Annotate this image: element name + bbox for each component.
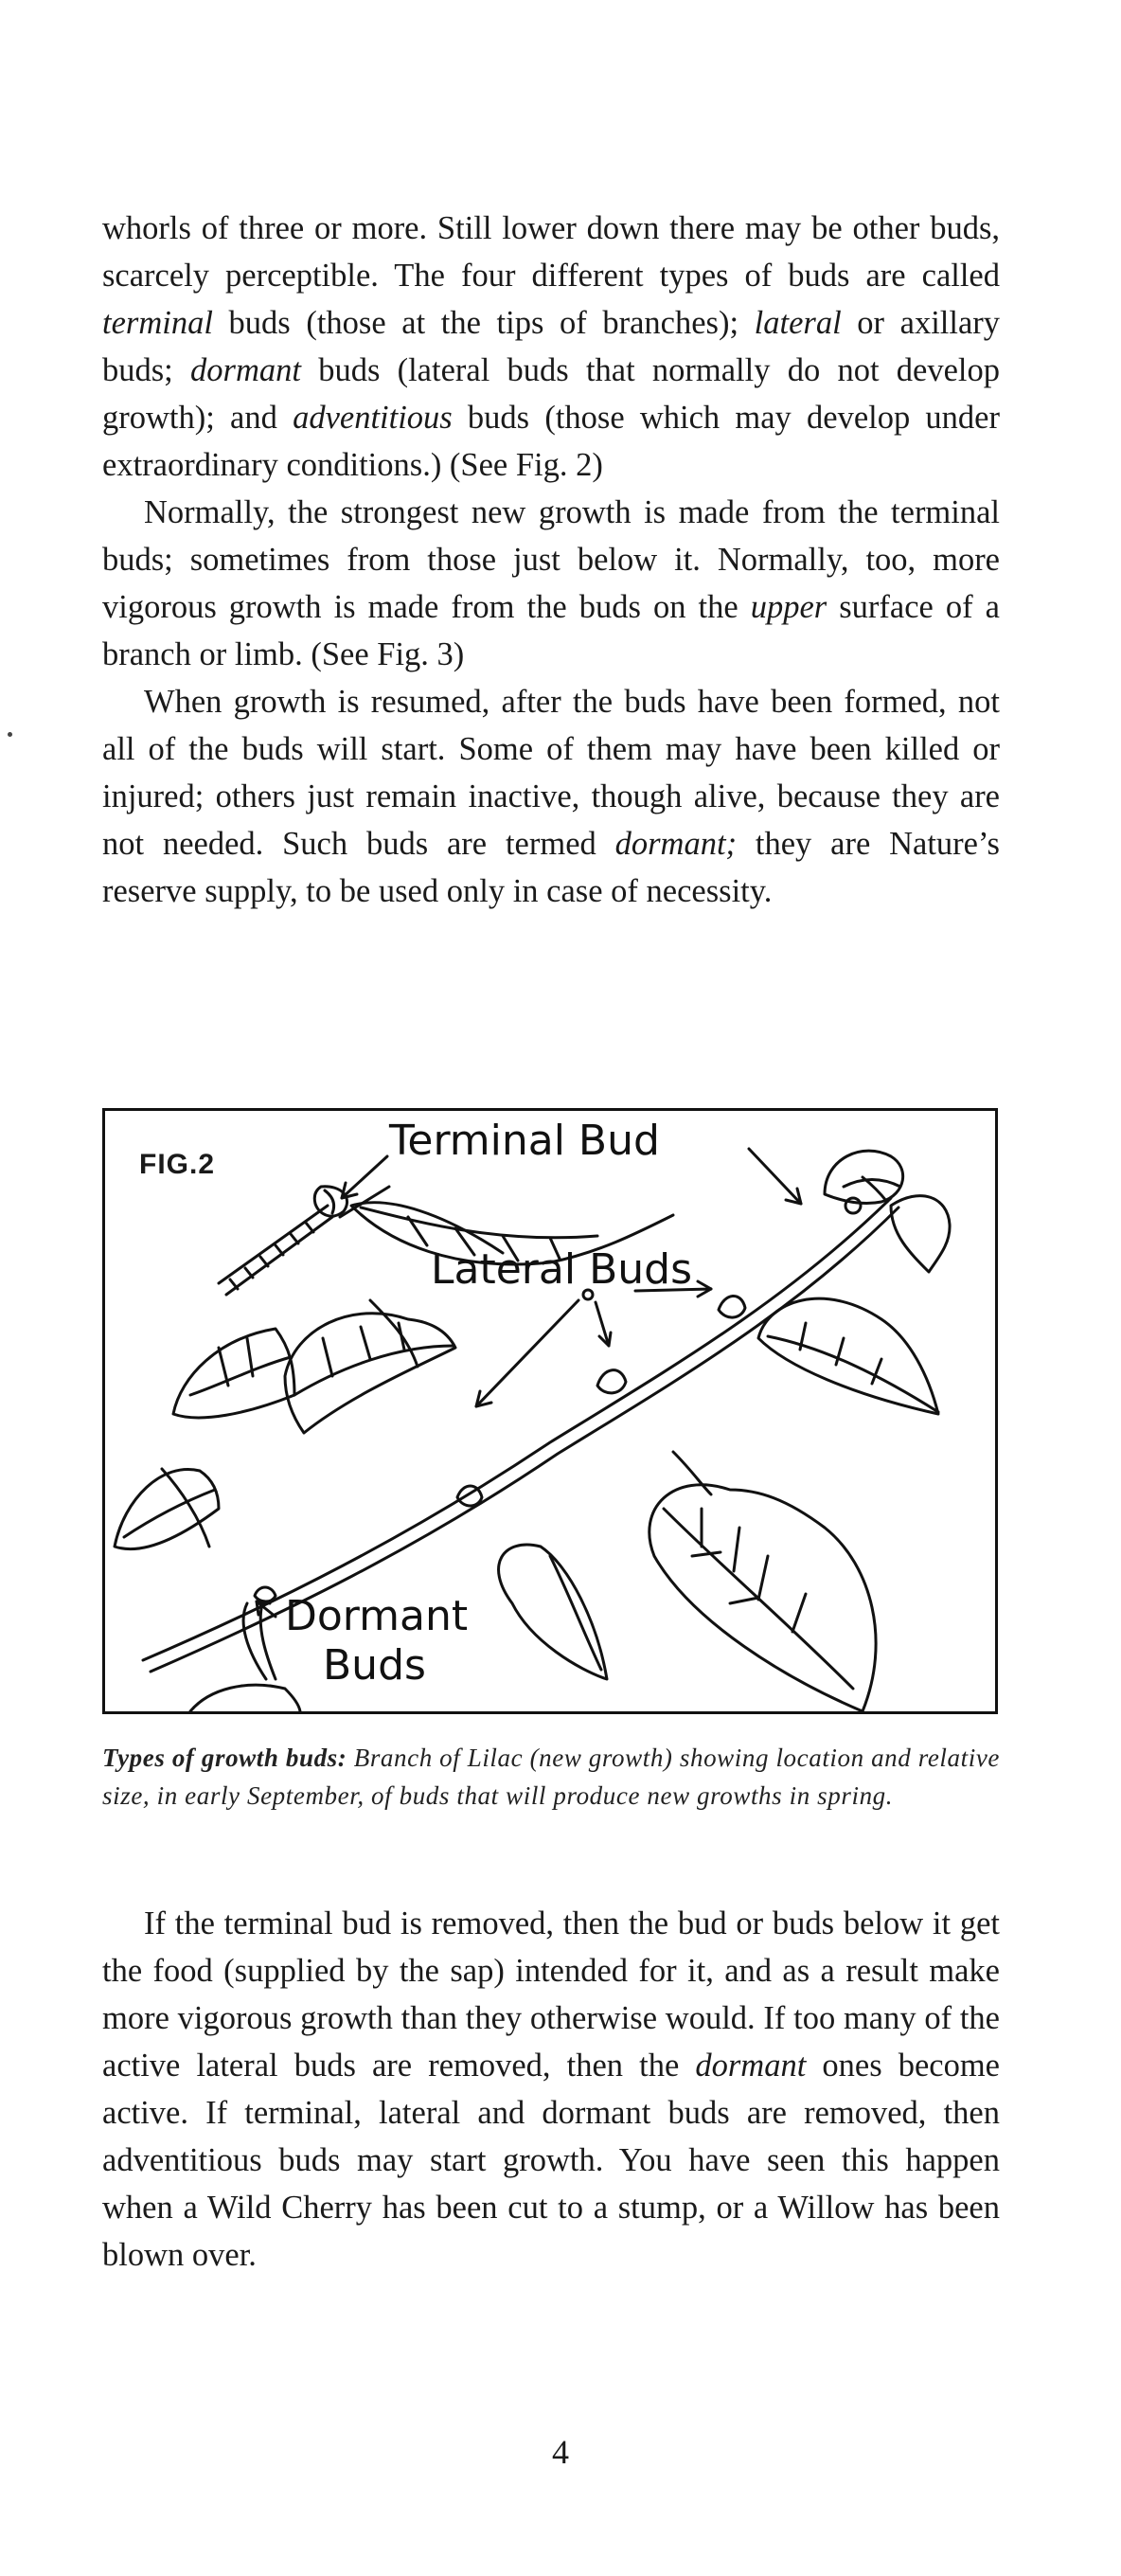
italic-term: terminal — [102, 305, 213, 341]
dormant-label: Dormant — [285, 1592, 469, 1640]
lateral-bud-3 — [457, 1486, 482, 1506]
body-text-bottom — [102, 1900, 1000, 2279]
paragraph — [102, 489, 1000, 678]
lateral-buds-label: Lateral Buds — [431, 1245, 692, 1294]
italic-term: adventitious — [293, 400, 453, 436]
buds-label: Buds — [323, 1641, 426, 1690]
terminal-bud-label: Terminal Bud — [389, 1117, 660, 1165]
paragraph — [102, 1900, 1000, 2279]
leaf-bottom-center — [499, 1545, 607, 1679]
caption-title: Types of growth buds: — [102, 1744, 347, 1772]
text-run: buds (those at the tips of branches); — [212, 305, 755, 341]
text-run: When growth is resumed, after the buds have been formed, not all of the buds will start. Some of them may have been killed or injured; others just remain inactive, though alive, because they are not needed. Such buds are termed — [102, 684, 1000, 862]
tip-bud — [845, 1198, 861, 1213]
page-number: 4 — [552, 2433, 569, 2471]
text-run: ones become active. If terminal, lateral and dormant buds are removed, then adventitious buds may start growth. You have seen this happen when a Wild Cherry has been cut to a stump, or a Willow has been blown over. — [102, 2048, 1000, 2273]
caption-text: Branch of Lilac (new growth) showing location and relative size, in early September, of buds that will produce new growths in spring. — [102, 1744, 1000, 1810]
italic-term: dormant — [190, 352, 301, 388]
italic-term: upper — [750, 589, 827, 625]
paragraph — [102, 205, 1000, 489]
leaf-far-left — [115, 1469, 219, 1548]
text-run: they are Nature’s reserve supply, to be used only in case of necessity. — [102, 826, 1000, 909]
leaf-left-center — [285, 1314, 455, 1433]
leaf-bottom-left — [190, 1685, 300, 1711]
figure-caption — [102, 1739, 1000, 1815]
lilac-branch-illustration — [105, 1111, 995, 1711]
text-run: whorls of three or more. Still lower down there may be other buds, scarcely perceptible. The four different types of buds are called — [102, 210, 1000, 294]
text-run: buds (lateral buds that normally do not develop growth); and — [102, 352, 1000, 436]
text-run: buds (those which may develop under extraordinary conditions.) (See Fig. 2) — [102, 400, 1000, 483]
figure-2 — [102, 1108, 998, 1714]
figure-label: FIG.2 — [139, 1149, 216, 1180]
lateral-buds-arrow-left — [476, 1300, 578, 1406]
print-speck — [8, 732, 12, 737]
leaf-left — [173, 1329, 294, 1418]
italic-term: dormant; — [614, 826, 738, 862]
cut-twig — [219, 1206, 328, 1283]
text-run: surface of a branch or limb. (See Fig. 3) — [102, 589, 1000, 672]
text-run: Normally, the strongest new growth is made from the terminal buds; sometimes from those just below it. Normally, too, more vigorous growth is made from the buds on the — [102, 494, 1000, 625]
italic-term: lateral — [754, 305, 842, 341]
italic-term: dormant — [695, 2048, 807, 2084]
body-text-top — [102, 205, 1000, 915]
lateral-bud-2 — [719, 1296, 745, 1317]
lateral-bud-1 — [597, 1370, 626, 1393]
text-run: If the terminal bud is removed, then the bud or buds below it get the food (supplied by the sap) intended for it, and as a result make more vigorous growth than they otherwise would. If too many of the active lateral buds are removed, then the — [102, 1905, 1000, 2084]
terminal-bud-arrow-right — [749, 1149, 801, 1204]
dormant-bud — [255, 1587, 276, 1601]
paragraph — [102, 678, 1000, 915]
text-run: or axillary buds; — [102, 305, 1000, 388]
